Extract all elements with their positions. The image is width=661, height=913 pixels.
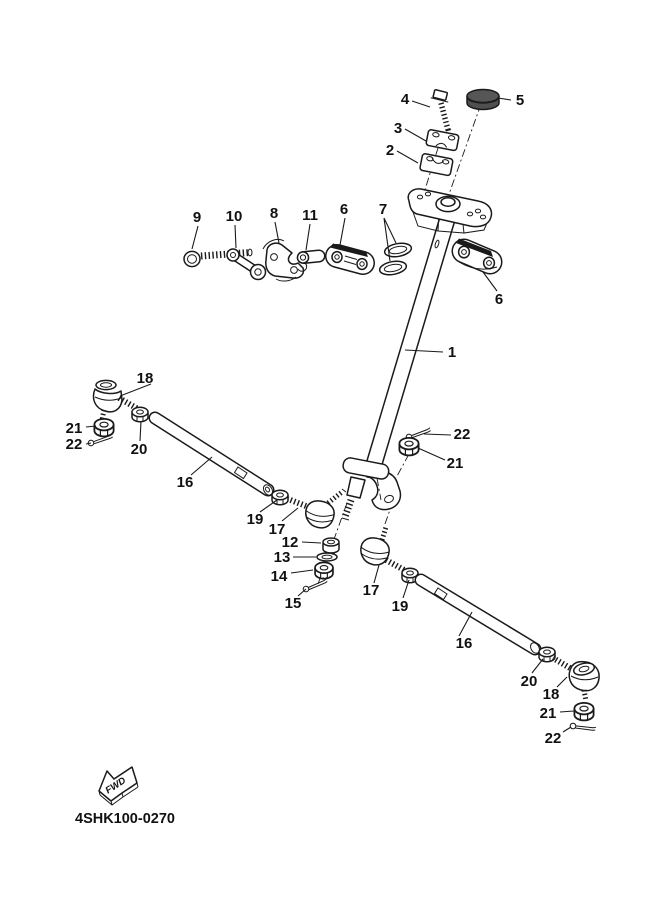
link-arm — [227, 249, 266, 280]
callout-12: 12 — [281, 534, 299, 551]
callout-16-right: 16 — [455, 635, 473, 652]
column-washer-stack — [302, 538, 339, 592]
callout-15: 15 — [284, 595, 302, 612]
callout-4: 4 — [400, 91, 410, 108]
callout-8: 8 — [269, 205, 279, 222]
callout-16-left: 16 — [176, 474, 194, 491]
callout-10: 10 — [225, 208, 243, 225]
callout-22-left: 22 — [65, 436, 83, 453]
callout-3: 3 — [393, 120, 403, 137]
handlebar-clamp-upper — [426, 129, 459, 151]
bearing-holder-lower — [456, 239, 497, 270]
callout-19-right: 19 — [391, 598, 409, 615]
fwd-arrow — [99, 767, 138, 805]
callout-17-right: 17 — [362, 582, 380, 599]
clamp-bolt — [431, 89, 451, 131]
callout-17-left: 17 — [268, 521, 286, 538]
callout-20-left: 20 — [130, 441, 148, 458]
callout-6-lower: 6 — [494, 291, 504, 308]
callout-2: 2 — [385, 142, 395, 159]
callout-20-right: 20 — [520, 673, 538, 690]
callout-22-mid: 22 — [453, 426, 471, 443]
callout-21-right: 21 — [539, 705, 557, 722]
callout-18-right: 18 — [542, 686, 560, 703]
handlebar-clamp-lower — [420, 153, 454, 176]
o-rings — [379, 241, 413, 276]
centerlines — [318, 104, 481, 584]
tie-rod-right — [358, 527, 599, 734]
bearing-holder-upper — [330, 244, 368, 270]
callout-21-left: 21 — [65, 420, 83, 437]
callout-18-left: 18 — [136, 370, 154, 387]
steering-cap — [467, 90, 499, 110]
callout-1: 1 — [447, 344, 457, 361]
callout-9: 9 — [192, 209, 202, 226]
callout-22-right: 22 — [544, 730, 562, 747]
callout-19-left: 19 — [246, 511, 264, 528]
callout-6-upper: 6 — [339, 201, 349, 218]
callout-21-mid: 21 — [446, 455, 464, 472]
callout-13: 13 — [273, 549, 291, 566]
callout-14: 14 — [270, 568, 288, 585]
tie-rod-left — [87, 380, 346, 529]
fwd-arrow-label: FWD — [103, 775, 128, 797]
steering-column — [366, 207, 458, 468]
callout-11: 11 — [302, 207, 318, 224]
callout-5: 5 — [515, 92, 525, 109]
steering-arm-assembly — [342, 457, 401, 520]
callout-7: 7 — [378, 201, 388, 218]
diagram-code: 4SHK100-0270 — [75, 811, 175, 827]
collar-bushing — [297, 252, 319, 263]
arm-nut-pin — [399, 428, 431, 456]
